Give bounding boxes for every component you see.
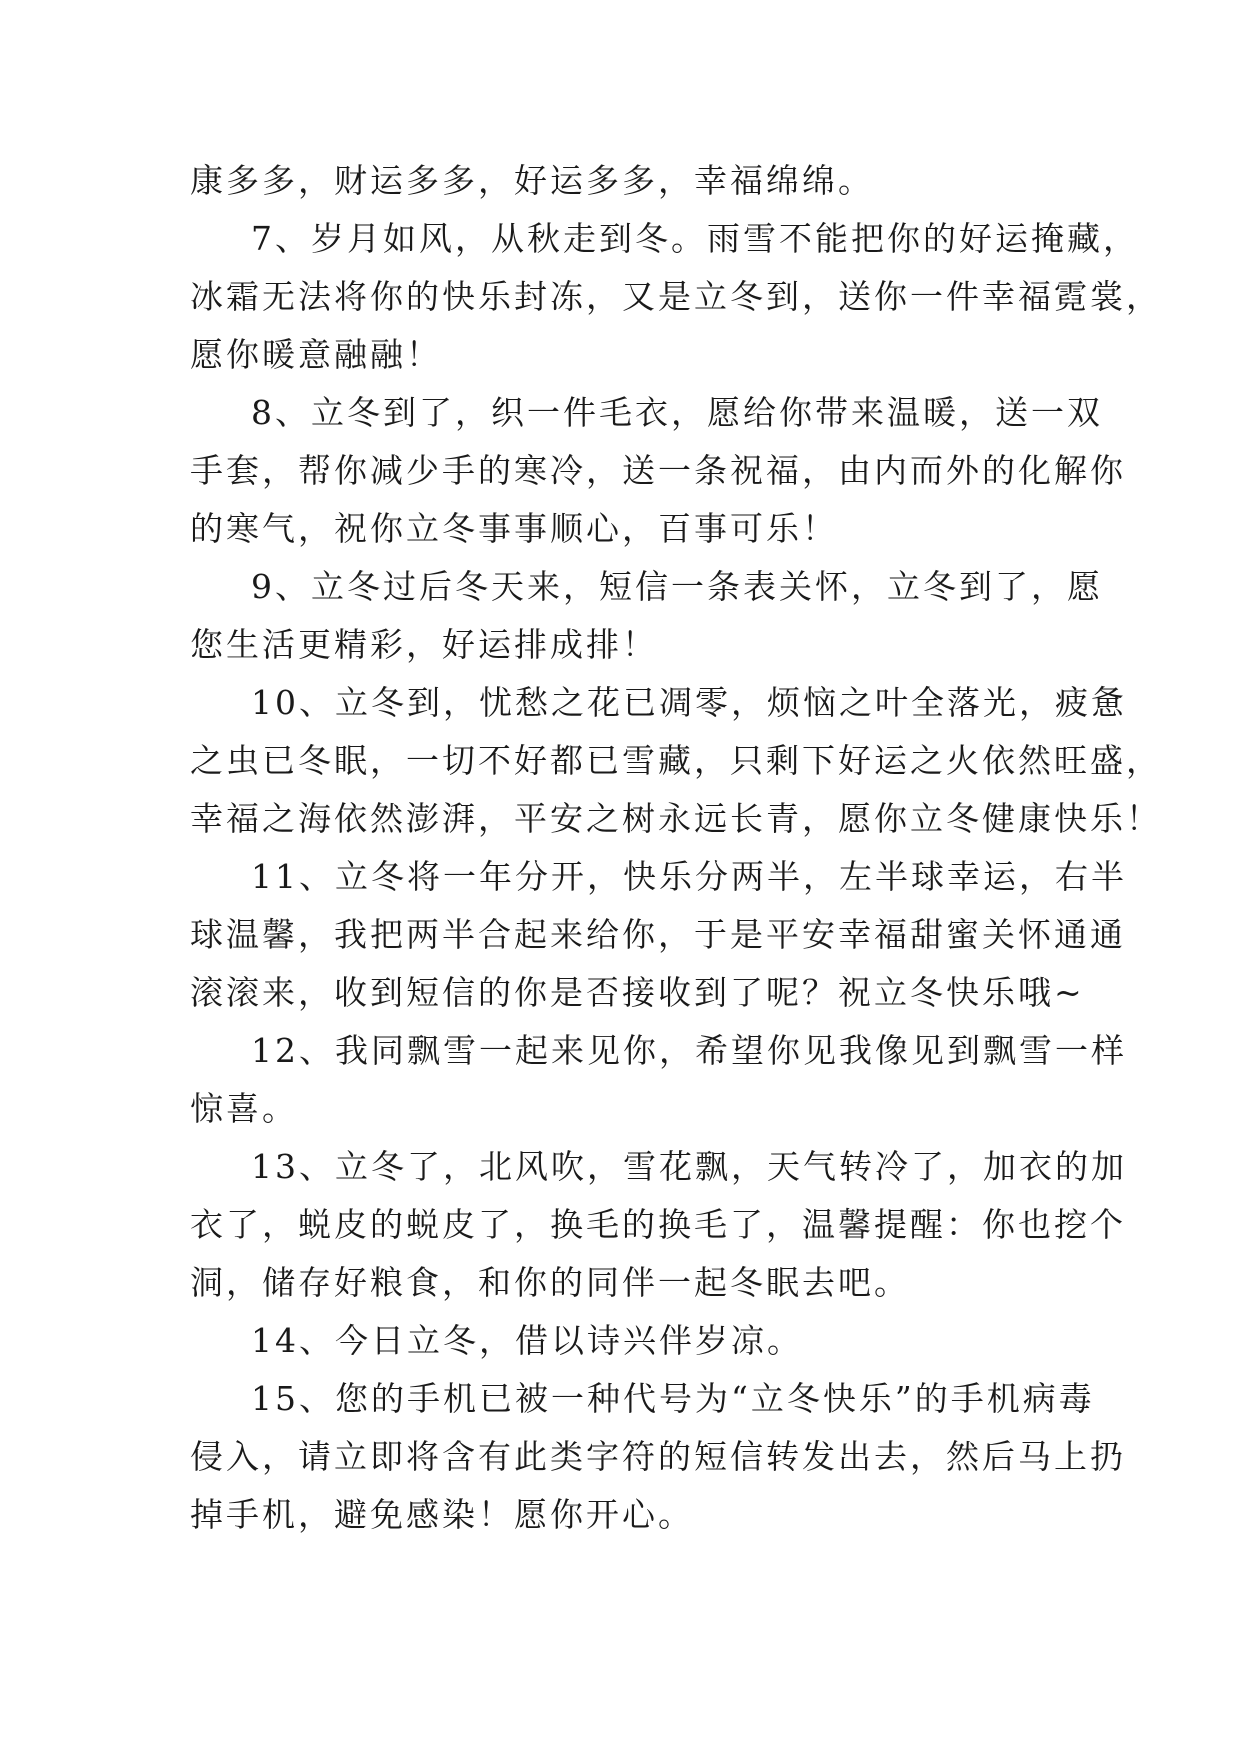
text-line: 康多多，财运多多，好运多多，幸福绵绵。 xyxy=(190,161,874,200)
text-line: 冰霜无法将你的快乐封冻，又是立冬到，送你一件幸福霓裳， xyxy=(190,277,1162,316)
text-line: 12、我同飘雪一起来见你，希望你见我像见到飘雪一样 xyxy=(251,1031,1127,1070)
text-line: 的寒气，祝你立冬事事顺心，百事可乐！ xyxy=(190,509,838,548)
text-line: 惊喜。 xyxy=(190,1089,298,1128)
text-line: 13、立冬了，北风吹，雪花飘，天气转冷了，加衣的加 xyxy=(251,1147,1127,1186)
document-body xyxy=(190,152,1162,1544)
text-line: 衣了，蜕皮的蜕皮了，换毛的换毛了，温馨提醒：你也挖个 xyxy=(190,1205,1126,1244)
text-line: 您生活更精彩，好运排成排！ xyxy=(190,625,658,664)
text-line: 9、立冬过后冬天来，短信一条表关怀，立冬到了，愿 xyxy=(251,567,1103,606)
text-line: 滚滚来，收到短信的你是否接收到了呢？祝立冬快乐哦~ xyxy=(190,973,1085,1012)
text-line: 球温馨，我把两半合起来给你，于是平安幸福甜蜜关怀通通 xyxy=(190,915,1126,954)
text-line: 14、今日立冬，借以诗兴伴岁凉。 xyxy=(251,1321,803,1360)
text-line: 手套，帮你减少手的寒冷，送一条祝福，由内而外的化解你 xyxy=(190,451,1126,490)
text-line: 8、立冬到了，织一件毛衣，愿给你带来温暖，送一双 xyxy=(251,393,1103,432)
text-line: 11、立冬将一年分开，快乐分两半，左半球幸运，右半 xyxy=(251,857,1127,896)
text-line: 幸福之海依然澎湃，平安之树永远长青，愿你立冬健康快乐！ xyxy=(190,799,1162,838)
text-line: 掉手机，避免感染！愿你开心。 xyxy=(190,1495,694,1534)
text-line: 愿你暖意融融！ xyxy=(190,335,442,374)
text-line: 10、立冬到，忧愁之花已凋零，烦恼之叶全落光，疲惫 xyxy=(251,683,1127,722)
text-line: 15、您的手机已被一种代号为“立冬快乐”的手机病毒 xyxy=(251,1379,1095,1418)
text-line: 之虫已冬眠，一切不好都已雪藏，只剩下好运之火依然旺盛， xyxy=(190,741,1162,780)
text-line: 洞，储存好粮食，和你的同伴一起冬眠去吧。 xyxy=(190,1263,910,1302)
text-line: 7、岁月如风，从秋走到冬。雨雪不能把你的好运掩藏， xyxy=(251,219,1139,258)
text-line: 侵入，请立即将含有此类字符的短信转发出去，然后马上扔 xyxy=(190,1437,1126,1476)
